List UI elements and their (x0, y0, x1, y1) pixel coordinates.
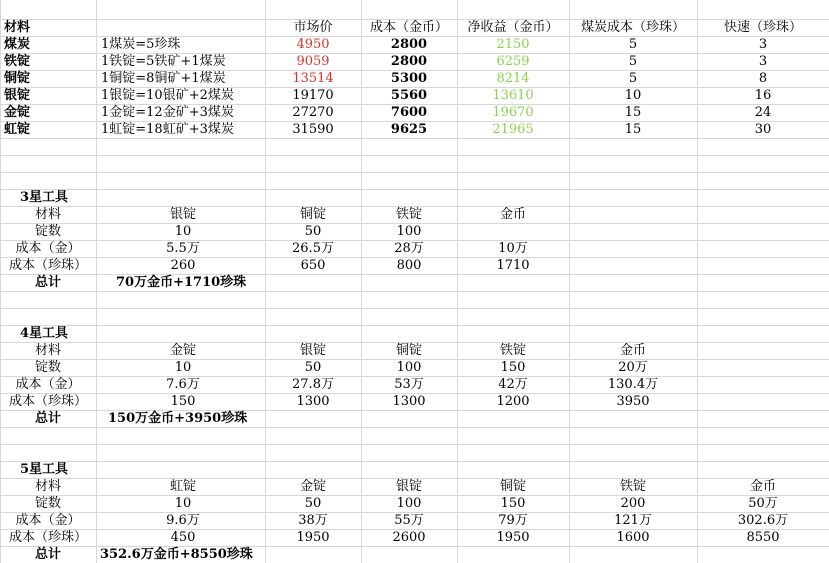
tool-material[interactable]: 虹锭 (169, 479, 196, 494)
tool-cost-pearl[interactable]: 2600 (392, 530, 426, 545)
tool-count[interactable]: 50 (304, 360, 322, 375)
tool-count[interactable]: 150 (500, 496, 526, 511)
speed-cost[interactable]: 3 (758, 37, 768, 52)
header-speed[interactable]: 快速（珍珠） (723, 20, 802, 35)
tool-cost-pearl[interactable]: 1300 (392, 394, 426, 409)
row-label-material[interactable]: 材料 (34, 343, 61, 358)
tool-cost-gold[interactable]: 28万 (394, 241, 424, 256)
tool-material[interactable]: 铁锭 (499, 343, 526, 358)
cost[interactable]: 7600 (390, 105, 428, 120)
tool-total-4star[interactable]: 150万金币+3950珍珠 (108, 411, 248, 426)
profit[interactable]: 6259 (496, 54, 530, 69)
tool-cost-pearl[interactable]: 1300 (296, 394, 330, 409)
header-material[interactable]: 材料 (4, 20, 31, 35)
tool-count[interactable]: 100 (396, 360, 422, 375)
market-price[interactable]: 27270 (292, 105, 334, 120)
row-label-cost-pearl[interactable]: 成本（珍珠） (8, 394, 87, 409)
total-label[interactable]: 总计 (34, 547, 61, 562)
tool-extra-cost-gold[interactable]: 130.4万 (607, 377, 659, 392)
row-label-count[interactable]: 锭数 (34, 224, 61, 239)
row-label-cost-gold[interactable]: 成本（金） (15, 241, 81, 256)
recipe[interactable]: 1煤炭=5珍珠 (101, 37, 181, 52)
tool-cost-gold[interactable]: 20万 (618, 360, 648, 375)
recipe[interactable]: 1铁锭=5铁矿+1煤炭 (101, 54, 226, 69)
tool-cost-gold[interactable]: 10万 (498, 241, 528, 256)
material-name[interactable]: 煤炭 (4, 37, 31, 52)
tool-material[interactable]: 银锭 (169, 207, 196, 222)
speed-cost[interactable]: 3 (758, 54, 768, 69)
cost[interactable]: 9625 (390, 122, 428, 137)
coal-cost[interactable]: 5 (628, 71, 638, 86)
coal-cost[interactable]: 15 (624, 122, 642, 137)
profit[interactable]: 21965 (492, 122, 534, 137)
tool-count[interactable]: 10 (174, 224, 192, 239)
header-cost[interactable]: 成本（金币） (369, 20, 448, 35)
coal-cost[interactable]: 10 (624, 88, 642, 103)
row-label-cost-gold[interactable]: 成本（金） (15, 377, 81, 392)
tool-cost-gold[interactable]: 55万 (394, 513, 424, 528)
tool-cost-gold[interactable]: 121万 (614, 513, 652, 528)
profit[interactable]: 13610 (492, 88, 534, 103)
tool-material[interactable]: 银锭 (299, 343, 326, 358)
tool-cost-gold[interactable]: 79万 (498, 513, 528, 528)
tool-cost-pearl[interactable]: 650 (300, 258, 326, 273)
tool-count[interactable]: 10 (174, 360, 192, 375)
tool-cost-pearl[interactable]: 800 (396, 258, 422, 273)
market-price[interactable]: 19170 (292, 88, 334, 103)
material-name[interactable]: 银锭 (4, 88, 31, 103)
tool-material[interactable]: 铜锭 (395, 343, 422, 358)
market-price[interactable]: 9059 (296, 54, 330, 69)
cost[interactable]: 5560 (390, 88, 428, 103)
tool-cost-gold[interactable]: 53万 (394, 377, 424, 392)
tool-count[interactable]: 10 (174, 496, 192, 511)
tool-cost-pearl[interactable]: 450 (170, 530, 196, 545)
tool-count[interactable]: 150 (500, 360, 526, 375)
speed-cost[interactable]: 24 (754, 105, 772, 120)
header-coal-cost[interactable]: 煤炭成本（珍珠） (580, 20, 685, 35)
tool-cost-pearl[interactable]: 1950 (496, 530, 530, 545)
tool-title-5star[interactable]: 5星工具 (20, 462, 69, 477)
total-label[interactable]: 总计 (34, 275, 61, 290)
tool-cost-pearl[interactable]: 1200 (496, 394, 530, 409)
tool-cost-gold[interactable]: 5.5万 (166, 241, 200, 256)
tool-material[interactable]: 银锭 (395, 479, 422, 494)
header-market-price[interactable]: 市场价 (293, 20, 333, 35)
profit[interactable]: 2150 (496, 37, 530, 52)
tool-material[interactable]: 金锭 (299, 479, 326, 494)
cost[interactable]: 2800 (390, 37, 428, 52)
tool-count[interactable]: 50 (304, 224, 322, 239)
tool-cost-pearl[interactable]: 150 (170, 394, 196, 409)
tool-count[interactable]: 200 (620, 496, 646, 511)
tool-material[interactable]: 铜锭 (499, 479, 526, 494)
row-label-material[interactable]: 材料 (34, 479, 61, 494)
tool-material[interactable]: 金币 (749, 479, 776, 494)
tool-cost-gold[interactable]: 27.8万 (292, 377, 334, 392)
tool-count[interactable]: 100 (396, 224, 422, 239)
tool-cost-gold[interactable]: 42万 (498, 377, 528, 392)
row-label-cost-pearl[interactable]: 成本（珍珠） (8, 530, 87, 545)
coal-cost[interactable]: 5 (628, 54, 638, 69)
row-label-count[interactable]: 锭数 (34, 360, 61, 375)
tool-count[interactable]: 50 (304, 496, 322, 511)
recipe[interactable]: 1铜锭=8铜矿+1煤炭 (101, 71, 226, 86)
row-label-material[interactable]: 材料 (34, 207, 61, 222)
material-name[interactable]: 铁锭 (4, 54, 31, 69)
tool-cost-gold[interactable]: 38万 (298, 513, 328, 528)
tool-cost-gold[interactable]: 9.6万 (166, 513, 200, 528)
market-price[interactable]: 4950 (296, 37, 330, 52)
tool-cost-gold[interactable]: 50万 (748, 496, 778, 511)
tool-cost-pearl[interactable]: 1710 (496, 258, 530, 273)
tool-count[interactable]: 100 (396, 496, 422, 511)
market-price[interactable]: 31590 (292, 122, 334, 137)
tool-cost-pearl[interactable]: 1950 (296, 530, 330, 545)
speed-cost[interactable]: 16 (754, 88, 772, 103)
cost[interactable]: 2800 (390, 54, 428, 69)
speed-cost[interactable]: 8 (758, 71, 768, 86)
tool-material[interactable]: 铜锭 (299, 207, 326, 222)
tool-cost-pearl[interactable]: 8550 (746, 530, 780, 545)
coal-cost[interactable]: 15 (624, 105, 642, 120)
tool-total-3star[interactable]: 70万金币+1710珍珠 (116, 275, 247, 290)
header-profit[interactable]: 净收益（金币） (467, 20, 559, 35)
cost[interactable]: 5300 (390, 71, 428, 86)
tool-title-4star[interactable]: 4星工具 (20, 326, 69, 341)
tool-cost-pearl[interactable]: 1600 (616, 530, 650, 545)
material-name[interactable]: 金锭 (4, 105, 31, 120)
total-label[interactable]: 总计 (34, 411, 61, 426)
coal-cost[interactable]: 5 (628, 37, 638, 52)
market-price[interactable]: 13514 (292, 71, 334, 86)
tool-cost-pearl[interactable]: 3950 (616, 394, 650, 409)
tool-cost-pearl[interactable]: 260 (170, 258, 196, 273)
profit[interactable]: 19670 (492, 105, 534, 120)
tool-material[interactable]: 金币 (619, 343, 646, 358)
row-label-cost-pearl[interactable]: 成本（珍珠） (8, 258, 87, 273)
material-name[interactable]: 虹锭 (4, 122, 31, 137)
recipe[interactable]: 1银锭=10银矿+2煤炭 (101, 88, 234, 103)
recipe[interactable]: 1金锭=12金矿+3煤炭 (101, 105, 234, 120)
tool-material[interactable]: 铁锭 (619, 479, 646, 494)
recipe[interactable]: 1虹锭=18虹矿+3煤炭 (101, 122, 234, 137)
tool-total-5star[interactable]: 352.6万金币+8550珍珠 (100, 547, 253, 562)
tool-material[interactable]: 金锭 (169, 343, 196, 358)
tool-material[interactable]: 金币 (499, 207, 526, 222)
profit[interactable]: 8214 (496, 71, 530, 86)
tool-material[interactable]: 铁锭 (395, 207, 422, 222)
row-label-count[interactable]: 锭数 (34, 496, 61, 511)
tool-title-3star[interactable]: 3星工具 (20, 190, 69, 205)
speed-cost[interactable]: 30 (754, 122, 772, 137)
row-label-cost-gold[interactable]: 成本（金） (15, 513, 81, 528)
tool-cost-gold[interactable]: 7.6万 (166, 377, 200, 392)
tool-cost-gold[interactable]: 26.5万 (292, 241, 334, 256)
tool-extra-cost-gold[interactable]: 302.6万 (737, 513, 789, 528)
material-name[interactable]: 铜锭 (4, 71, 31, 86)
